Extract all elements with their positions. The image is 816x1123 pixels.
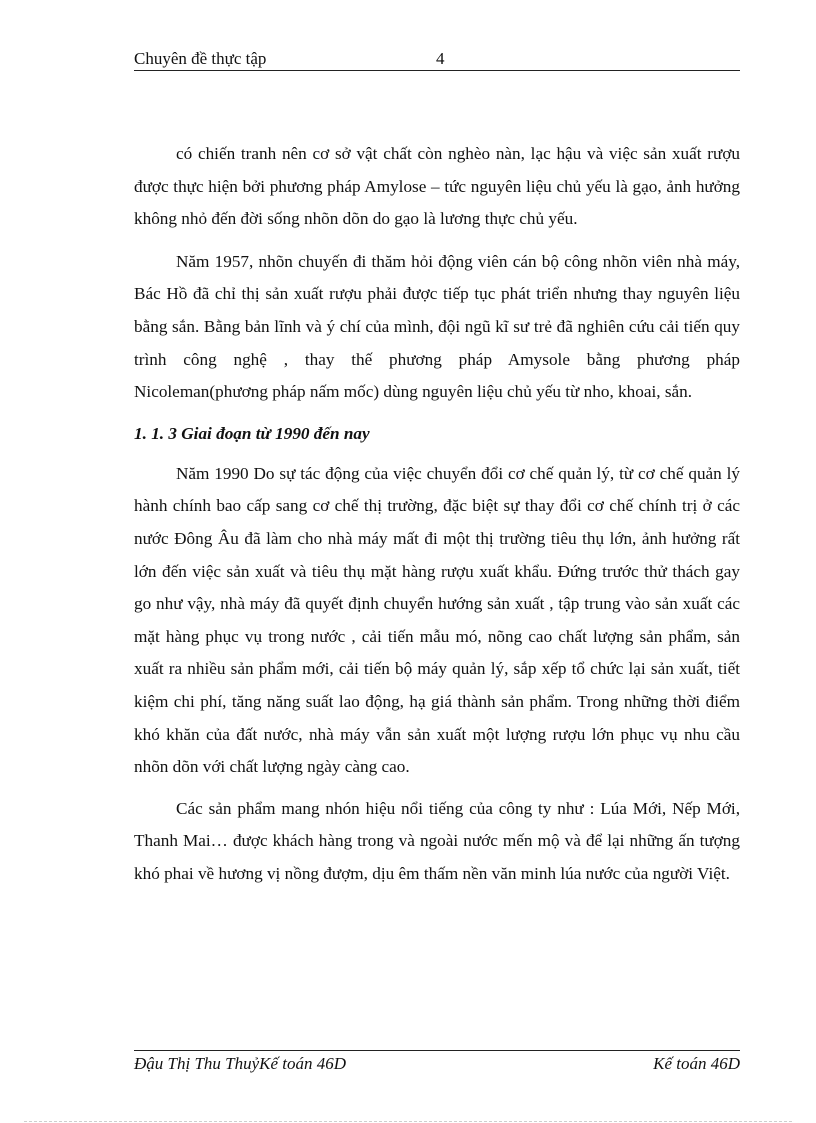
- paragraph: Năm 1990 Do sự tác động của việc chuyển đổi cơ chế quản lý, từ cơ chế quản lý hành chính bao cấp sang cơ chế thị trường, đặc biệt sự thay đổi cơ chế chính trị ở các nước Đông Âu đã làm cho nhà máy mất đi một thị trường tiêu thụ lớn, ảnh hưởng rất lớn đến việc sản xuất và tiêu thụ mặt hàng rượu xuất khẩu. Đứng trước thử thách gay go như vậy, nhà máy đã quyết định chuyển hướng sản xuất , tập trung vào sản xuất các mặt hàng phục vụ trong nước , cải tiến mẫu mó, nõng cao chất lượng sản phẩm, sản xuất ra nhiều sản phẩm mới, cải tiến bộ máy quản lý, sắp xếp tổ chức lại sản xuất, tiết kiệm chi phí, tăng năng suất lao động, hạ giá thành sản phẩm. Trong những thời điểm khó khăn của đất nước, nhà máy vẫn sản xuất một lượng rượu lớn phục vụ nhu cầu nhõn dõn với chất lượng ngày càng cao.: [134, 463, 740, 777]
- footer-class: Kế toán 46D: [653, 1054, 740, 1073]
- page-number: 4: [436, 49, 445, 68]
- header-title: Chuyên đề thực tập: [134, 49, 267, 68]
- footer-author: Đậu Thị Thu ThuỷKế toán 46D: [134, 1054, 347, 1073]
- paragraph: Các sản phẩm mang nhón hiệu nổi tiếng của công ty như : Lúa Mới, Nếp Mới, Thanh Mai… được khách hàng trong và ngoài nước mến mộ và để lại những ấn tượng khó phai về hương vị nồng đượm, dịu êm thấm nền văn minh lúa nước của người Việt.: [134, 798, 740, 883]
- paragraph: có chiến tranh nên cơ sở vật chất còn nghèo nàn, lạc hậu và việc sản xuất rượu được thực hiện bởi phương pháp Amylose – tức nguyên liệu chủ yếu là gạo, ảnh hưởng không nhỏ đến đời sống nhõn dõn do gạo là lương thực chủ yếu.: [134, 144, 740, 229]
- document-body: [134, 138, 740, 899]
- page-edge-divider: [24, 1121, 792, 1122]
- page-header: [134, 48, 740, 71]
- page-footer: [134, 1050, 740, 1073]
- paragraph: Năm 1957, nhõn chuyến đi thăm hỏi động viên cán bộ công nhõn viên nhà máy, Bác Hồ đã chỉ thị sản xuất rượu phải được tiếp tục phát triển nhưng thay nguyên liệu bằng sắn. Bằng bản lĩnh và ý chí của mình, đội ngũ kĩ sư trẻ đã nghiên cứu cải tiến quy trình công nghệ , thay thế phương pháp Amysole bằng phương pháp Nicoleman(phương pháp nấm mốc) dùng nguyên liệu chủ yếu từ nho, khoai, sắn.: [134, 251, 740, 402]
- section-heading: 1. 1. 3 Giai đoạn từ 1990 đến nay: [134, 423, 370, 443]
